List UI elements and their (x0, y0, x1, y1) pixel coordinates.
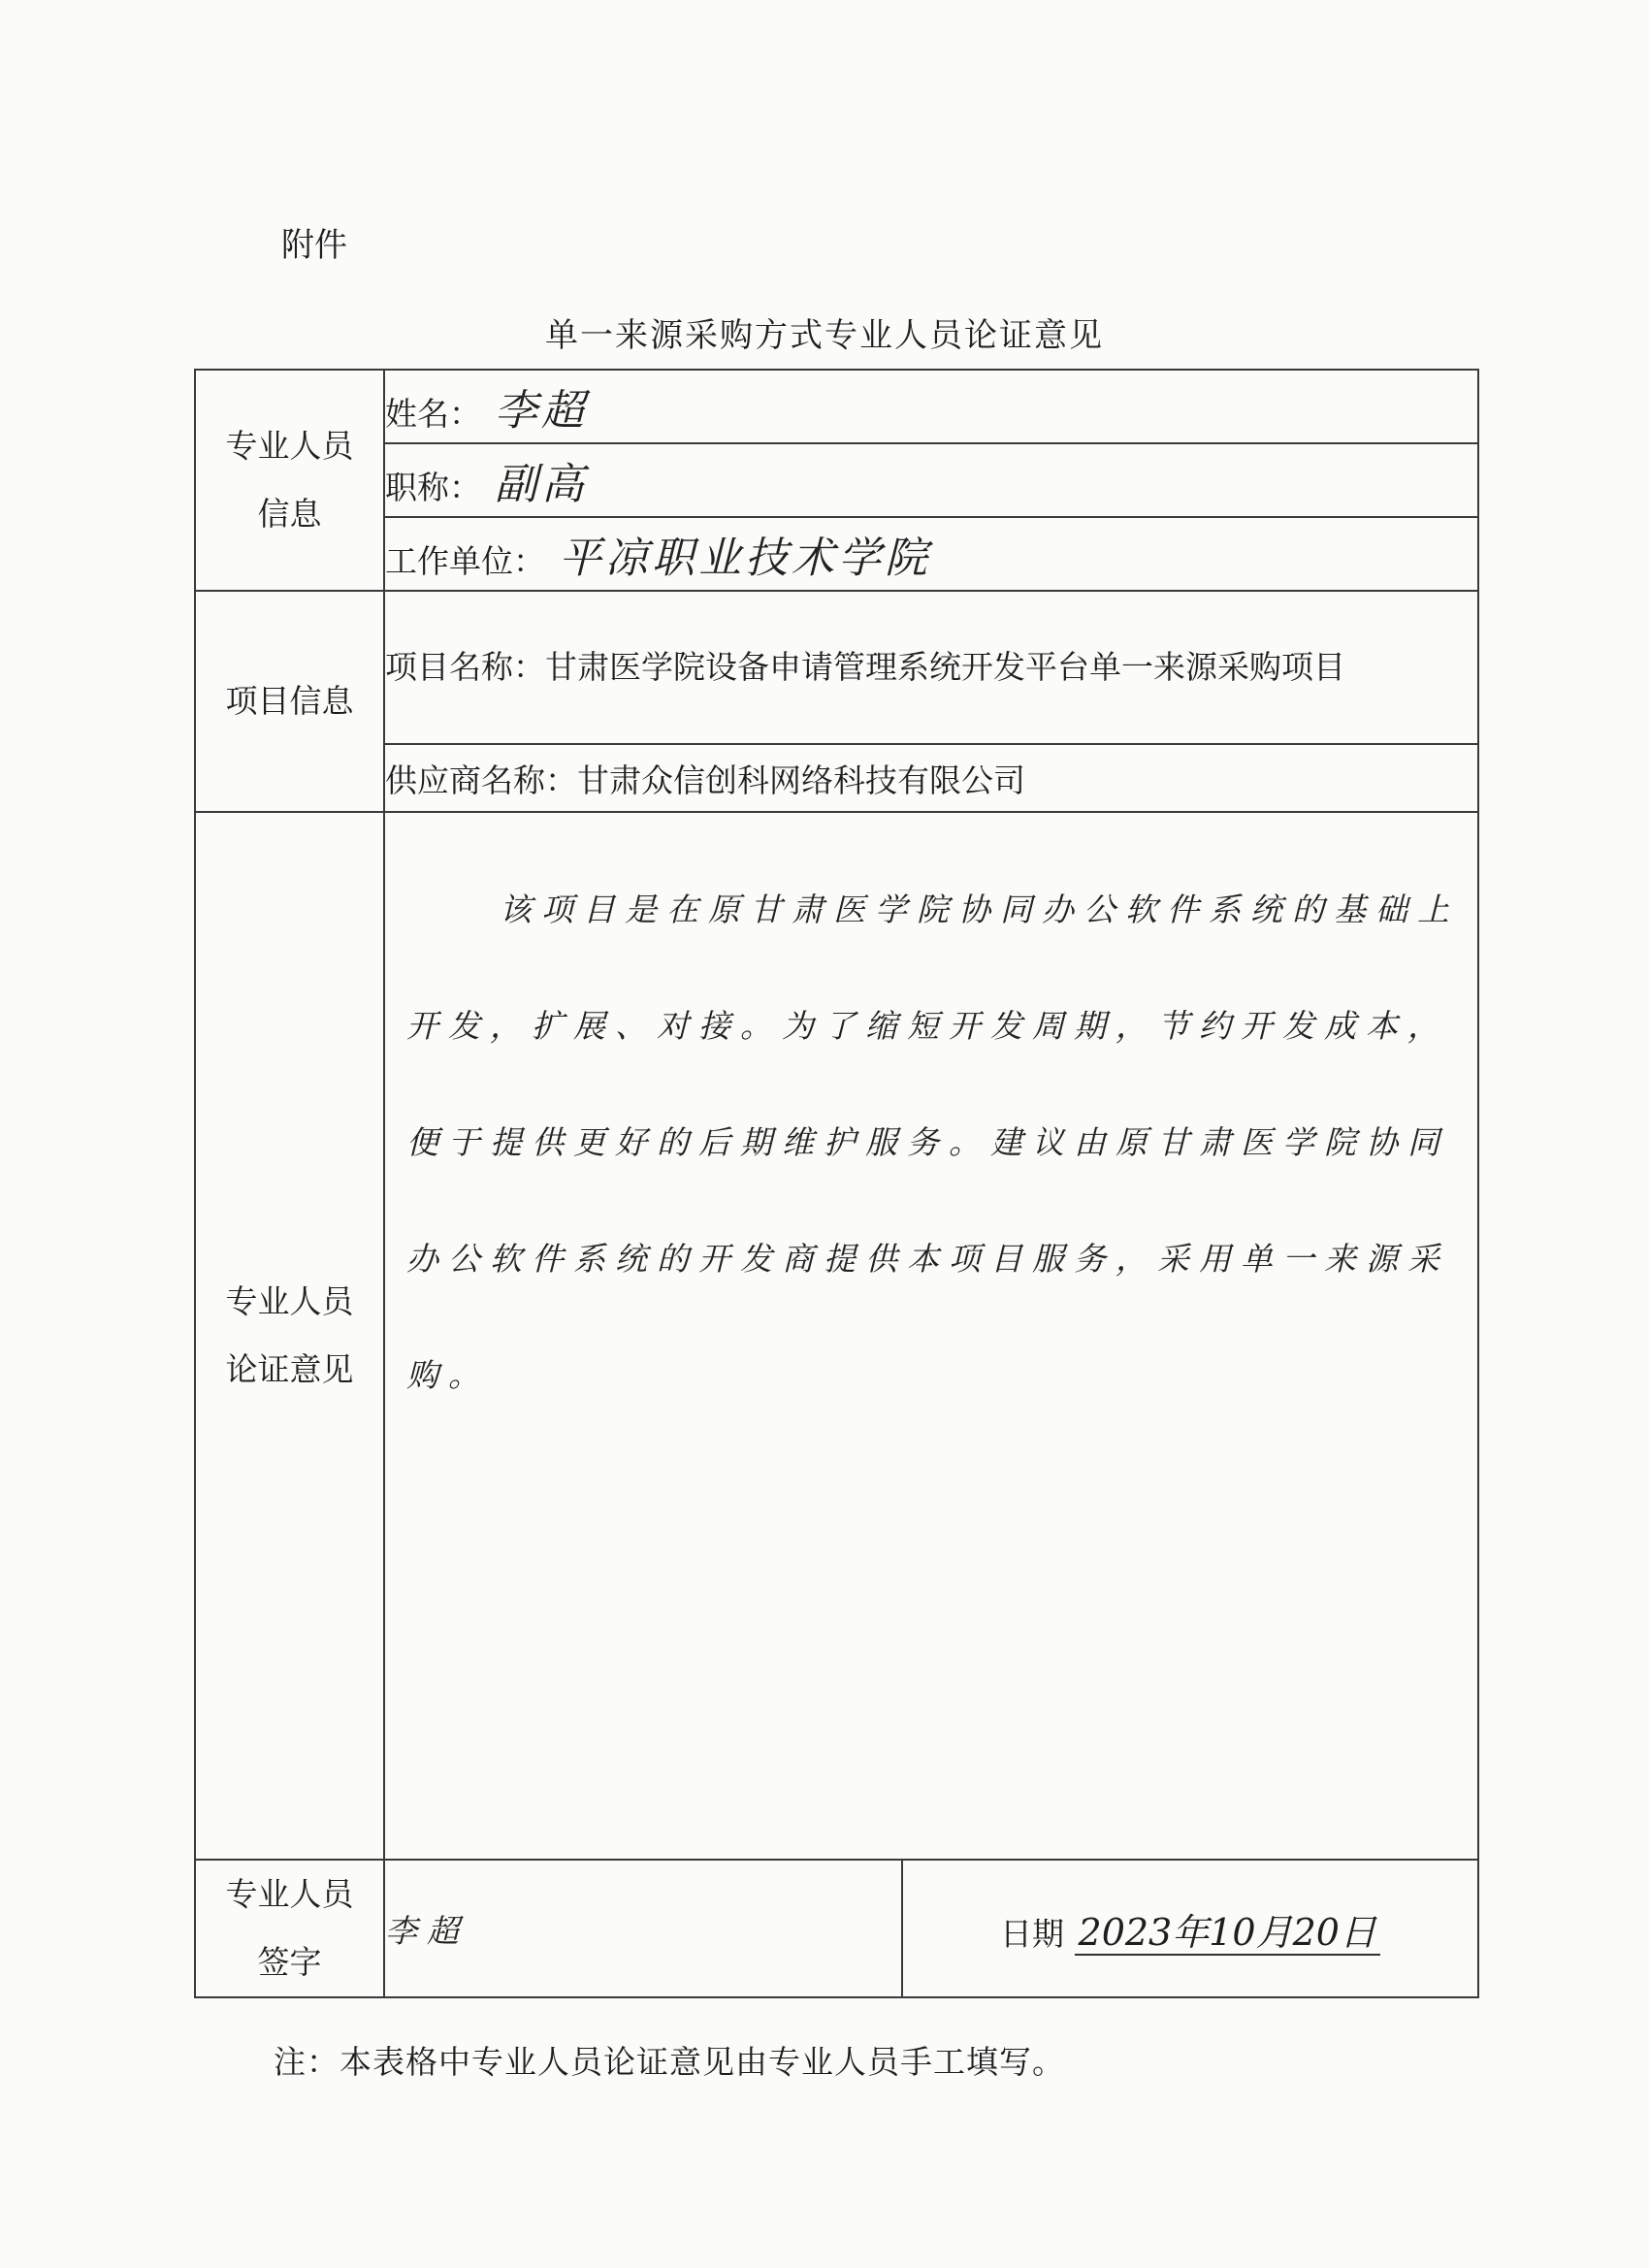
unit-field (384, 517, 1478, 591)
signature-handwritten: 李超 (384, 1860, 902, 1997)
title-field (384, 443, 1478, 517)
date-value: 2023年10月20日 (1075, 1911, 1380, 1956)
name-label: 姓名： (385, 395, 481, 433)
supplier-label: 供应商名称： (385, 761, 577, 799)
supplier-value: 甘肃众信创科网络科技有限公司 (577, 761, 1025, 799)
opinion-form (194, 369, 1479, 1998)
unit-label: 工作单位： (385, 542, 545, 580)
page-title: 单一来源采购方式专业人员论证意见 (545, 316, 1104, 355)
project-name-label: 项目名称： (385, 648, 545, 686)
project-name-value: 甘肃医学院设备申请管理系统开发平台单一来源采购项目 (545, 648, 1345, 686)
name-field (384, 370, 1478, 443)
date-field (902, 1860, 1478, 1997)
signature-label: 专业人员 签字 (195, 1860, 384, 1997)
project-name-field (384, 591, 1478, 744)
name-value: 李超 (495, 386, 588, 436)
opinion-label: 专业人员 论证意见 (195, 812, 384, 1860)
title-value: 副高 (495, 460, 588, 509)
title-label: 职称： (385, 469, 481, 506)
date-label: 日期 (1000, 1914, 1065, 1953)
project-info-label: 项目信息 (195, 591, 384, 812)
staff-info-label: 专业人员 信息 (195, 370, 384, 591)
attachment-label: 附件 (281, 226, 347, 265)
footnote: 注：本表格中专业人员论证意见由专业人员手工填写。 (274, 2043, 1065, 2081)
unit-value: 平凉职业技术学院 (559, 534, 931, 583)
opinion-text: 该项目是在原甘肃医学院协同办公软件系统的基础上开发，扩展、对接。为了缩短开发周期，节约开发成本，便于提供更好的后期维护服务。建议由原甘肃医学院协同办公软件系统的开发商提供本项目服务，采用单一来源采购。 (384, 812, 1478, 1860)
supplier-field (384, 744, 1478, 812)
